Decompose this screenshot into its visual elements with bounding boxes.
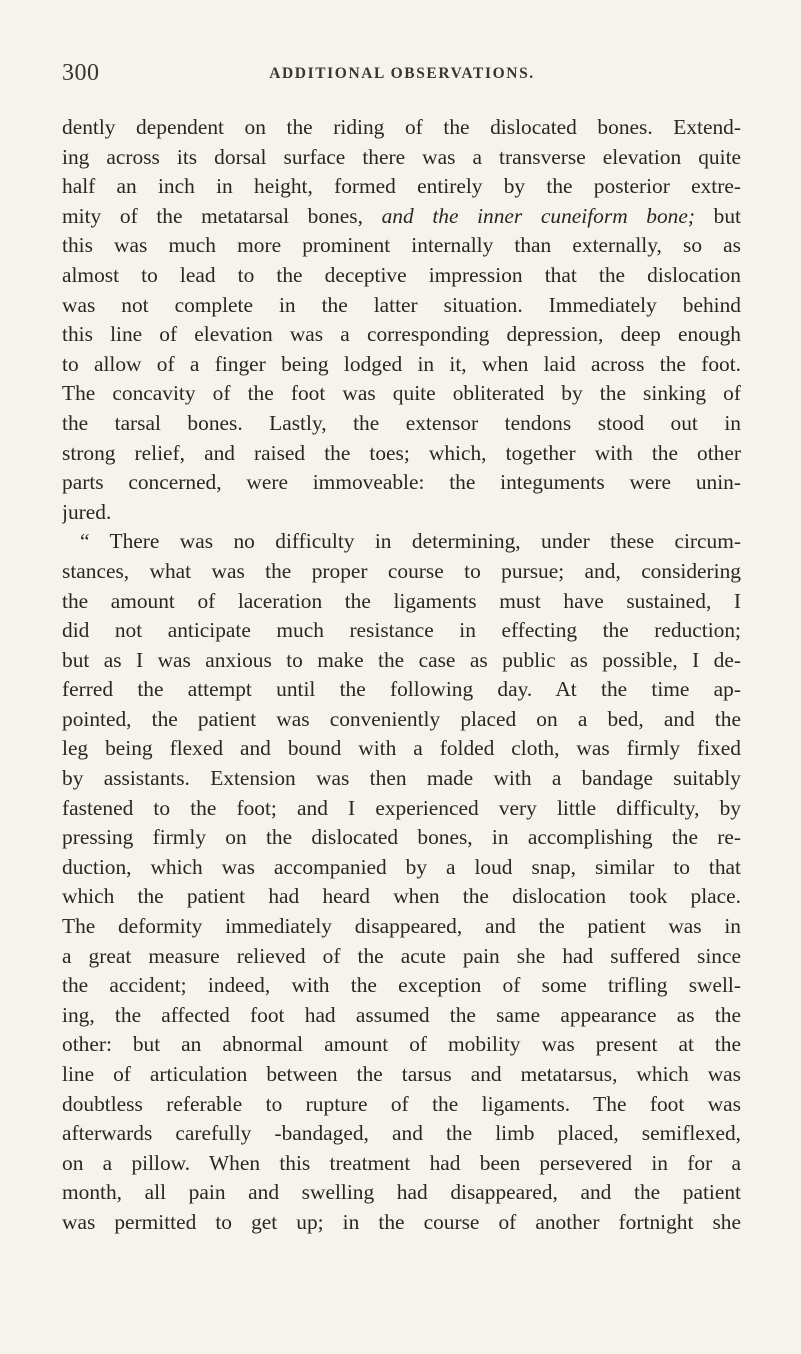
text-line: was not complete in the latter situation. Immediately behind (62, 292, 741, 317)
text-line: this line of elevation was a corresponding depression, deep enough (62, 322, 741, 347)
text-line: but as I was anxious to make the case as public as possible, I de- (62, 647, 741, 672)
text-line: which the patient had heard when the dislocation took place. (62, 884, 741, 909)
body-text (62, 113, 741, 1238)
text-line: ing across its dorsal surface there was a transverse elevation quite (62, 144, 741, 169)
text-line: the accident; indeed, with the exception of some trifling swell- (62, 973, 741, 998)
text-line: leg being flexed and bound with a folded cloth, was firmly fixed (62, 736, 741, 761)
text-line: “ There was no difficulty in determining, under these circum- (80, 529, 741, 554)
text-line: was permitted to get up; in the course of another fortnight she (62, 1209, 741, 1234)
text-run: but (695, 203, 741, 228)
text-line: month, all pain and swelling had disappeared, and the patient (62, 1180, 741, 1205)
text-line (62, 202, 741, 232)
text-line: strong relief, and raised the toes; which, together with the other (62, 440, 741, 465)
text-line: almost to lead to the deceptive impression that the dislocation (62, 262, 741, 287)
text-line: dently dependent on the riding of the dislocated bones. Extend- (62, 115, 741, 139)
text-line: this was much more prominent internally than externally, so as (62, 233, 741, 258)
text-line: on a pillow. When this treatment had been persevered in for a (62, 1150, 741, 1175)
running-head: ADDITIONAL OBSERVATIONS. (269, 65, 535, 82)
text-line: line of articulation between the tarsus and metatarsus, which was (62, 1062, 741, 1086)
text-line: a great measure relieved of the acute pain she had suffered since (62, 943, 741, 968)
page-number: 300 (62, 60, 100, 86)
text-line: The concavity of the foot was quite obliterated by the sinking of (62, 381, 741, 406)
text-line: stances, what was the proper course to pursue; and, considering (62, 558, 741, 583)
text-line: doubtless referable to rupture of the ligaments. The foot was (62, 1091, 741, 1116)
text-line: half an inch in height, formed entirely by the posterior extre- (62, 174, 741, 199)
text-line: by assistants. Extension was then made with a bandage suitably (62, 766, 741, 791)
text-line: the amount of laceration the ligaments must have sustained, I (62, 588, 741, 613)
text-line: to allow of a finger being lodged in it, when laid across the foot. (62, 351, 741, 376)
text-line: fastened to the foot; and I experienced very little difficulty, by (62, 795, 741, 820)
text-run: mity of the metatarsal bones, (62, 203, 382, 228)
text-line: other: but an abnormal amount of mobility was present at the (62, 1032, 741, 1057)
text-line: duction, which was accompanied by a loud snap, similar to that (62, 854, 741, 879)
text-line: did not anticipate much resistance in effecting the reduction; (62, 618, 741, 643)
text-line: pressing firmly on the dislocated bones, in accomplishing the re- (62, 825, 741, 850)
text-line: The deformity immediately disappeared, and the patient was in (62, 914, 741, 939)
text-line: afterwards carefully -bandaged, and the limb placed, semiflexed, (62, 1121, 741, 1146)
text-line: ferred the attempt until the following day. At the time ap- (62, 677, 741, 702)
text-line: jured. (62, 499, 112, 524)
text-line: pointed, the patient was conveniently placed on a bed, and the (62, 706, 741, 731)
text-line: ing, the affected foot had assumed the same appearance as the (62, 1002, 741, 1027)
text-line: parts concerned, were immoveable: the integuments were unin- (62, 470, 741, 495)
italic-text-run: and the inner cuneiform bone; (381, 203, 695, 228)
text-line: the tarsal bones. Lastly, the extensor tendons stood out in (62, 410, 741, 435)
page-header (62, 60, 742, 90)
